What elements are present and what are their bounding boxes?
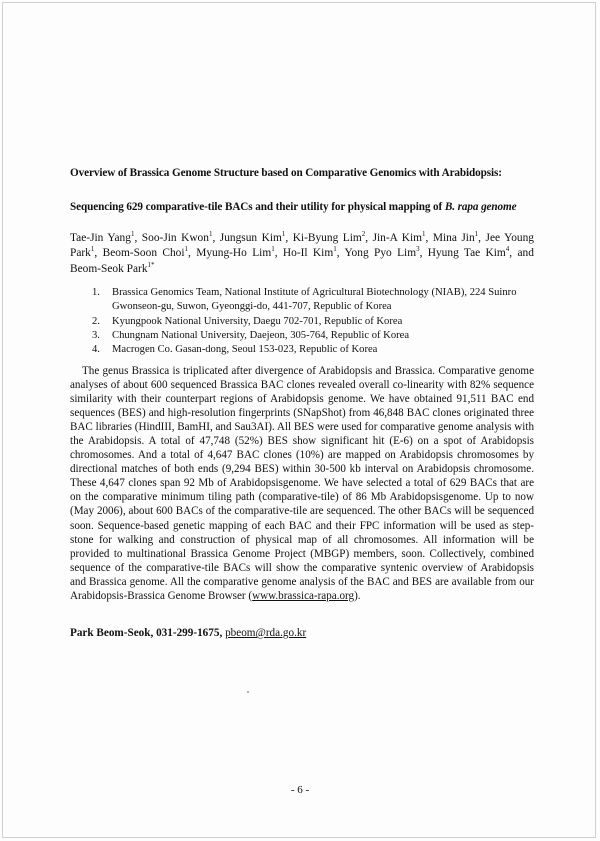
abstract-text: The genus Brassica is triplicated after divergence of Arabidopsis and Brassica. Comparative genome analyses of about 600 sequenced Brassica BAC clones revealed overall co-linearity with 82% sequence similarity with their counterpart regions of Arabidopsis genome. We have obtained 91,511 BAC end sequences (BES) and high-resolution fingerprints (SNapShot) from 46,848 BAC clones originated three BAC libraries (HindIII, BamHI, and Sau3AI). All BES were used for comparative genome analysis with the Arabidopsis. A total of 47,748 (52%) BES show significant hit (E-6) on a spot of Arabidopsis chromosomes. And a total of 4,647 BAC clones (10%) are mapped on Arabidopsis chromosomes by directional matches of both ends (9,294 BES) within 30-500 kb interval on Arabidopsis chromosome. These 4,647 clones span 92 Mb of Arabidopsisgenome. We have selected a total of 629 BACs that are on the comparative minimum tiling path (comparative-tile) of 86 Mb Arabidopsisgenome. Up to now (May 2006), about 600 BACs of the comparative-tile are sequenced. The other BACs will be sequenced soon. Sequence-based genetic mapping of each BAC and their FPC information will be used as step-stone for walking and construction of physical map of all chromosomes. All information will be provided to multinational Brassica Genome Project (MBGP) members, soon. Collectively, combined sequence of the comparative-tile BACs will show the comparative syntenic overview of Arabidopsis and Brassica genome. All the comparative genome analysis of the BAC and BES are available from our Arabidopsis-Brassica Genome Browser (70, 365, 534, 602)
scan-speck (247, 691, 249, 693)
author (428, 247, 510, 259)
affiliation-item (92, 315, 540, 329)
author-name: Tae-Jin Yang (70, 232, 131, 244)
author (293, 232, 366, 244)
author-affiliation-marker: 1 (208, 230, 213, 239)
author (220, 232, 286, 244)
author-name: Ki-Byung Lim (292, 232, 362, 244)
title-line-2 (70, 201, 540, 213)
author (70, 260, 155, 275)
author-name: Jungsun Kim (219, 232, 282, 244)
author-name: Yong Pyo Lim (344, 247, 417, 260)
affiliation-text: Brassica Genomics Team, National Institute of Agricultural Biotechnology (NIAB), 224 Suinro Gwonseon-gu, Suwon, Gyeonggi-do, 441-707, Republic of Korea (112, 287, 517, 313)
author (283, 247, 337, 259)
author-name: Hyung Tae Kim (427, 247, 506, 260)
author-affiliation-marker: 1 (422, 230, 426, 239)
affiliation-text: Kyungpook National University, Daegu 702-701, Republic of Korea (112, 315, 403, 327)
author (196, 247, 274, 259)
author-affiliation-marker: 1* (147, 260, 155, 269)
author-affiliation-marker: 2 (361, 230, 366, 239)
page-number: - 6 - (290, 784, 310, 796)
author-affiliation-marker: 1 (90, 245, 95, 254)
title-line-2-text: Sequencing 629 comparative-tile BACs and their utility for physical mapping of (70, 201, 445, 213)
author-affiliation-marker: 4 (505, 245, 510, 254)
affiliation-text: Macrogen Co. Gasan-dong, Seoul 153-023, Republic of Korea (112, 344, 378, 356)
author-affiliation-marker: 1 (474, 230, 479, 239)
author (344, 247, 419, 259)
affiliation-number: 1. (92, 287, 100, 298)
author (142, 232, 213, 244)
author-name: Jee Young Park (70, 232, 534, 260)
browser-link[interactable]: www.brassica-rapa.org (252, 589, 355, 602)
author (373, 232, 426, 244)
abstract (70, 364, 534, 603)
title-species: B. rapa genome (444, 201, 517, 213)
author-name: Myung-Ho Lim (196, 247, 272, 260)
affiliation-text: Chungnam National University, Daejeon, 305-764, Republic of Korea (112, 329, 410, 341)
abstract-paren-close: ). (354, 589, 361, 602)
author-affiliation-marker: 1 (333, 245, 337, 254)
affiliation-number: 3. (92, 329, 100, 341)
author (70, 232, 134, 244)
author-name: Soo-Jin Kwon (141, 232, 209, 244)
affiliation-number: 2. (92, 315, 100, 327)
title-line-1: Overview of Brassica Genome Structure based on Comparative Genomics with Arabidopsis: (70, 167, 502, 179)
author-affiliation-marker: 3 (416, 245, 420, 254)
author-name: Mina Jin (432, 232, 475, 244)
affiliation-list (92, 286, 540, 357)
contact-name: Park Beom-Seok, 031-299-1675, (70, 627, 226, 639)
contact-email-link[interactable]: pbeom@rda.go.kr (225, 627, 307, 639)
author (103, 247, 188, 259)
affiliation-item (92, 329, 540, 343)
author-name: Beom-Soon Choi (102, 247, 185, 260)
author-and: and (517, 247, 534, 260)
author-name: Jin-A Kim (372, 232, 422, 244)
affiliation-item (92, 343, 540, 357)
author-affiliation-marker: 1 (130, 230, 135, 239)
author-name: Ho-Il Kim (282, 247, 334, 260)
author-list: Tae-Jin Yang$^1$, Soo-Jin Kwon$^1$, Jungsun Kim$^1$, Ki-Byung Lim$^2$, Jin-A Kim$^1$, Mina Jin$^1$, Jee Young Park$^1$, Beom-Soon Choi$^1$, Myung-Ho Lim$^1$, Ho-Il Kim$^1$, Yong Pyo Lim$^3$, Hyung Tae Kim$^4$, and Beom-Seok Park$^{1*}$ (70, 230, 534, 275)
abstract-paren-open: ( (248, 589, 253, 602)
author-affiliation-marker: 1 (281, 230, 286, 239)
author-affiliation-marker: 1 (184, 245, 189, 254)
author-affiliation-marker: 1 (271, 245, 275, 254)
author-name: Beom-Seok Park (70, 262, 148, 275)
affiliation-item (92, 286, 540, 315)
author (433, 232, 478, 244)
contact-line (70, 627, 306, 639)
affiliation-number: 4. (92, 344, 100, 356)
